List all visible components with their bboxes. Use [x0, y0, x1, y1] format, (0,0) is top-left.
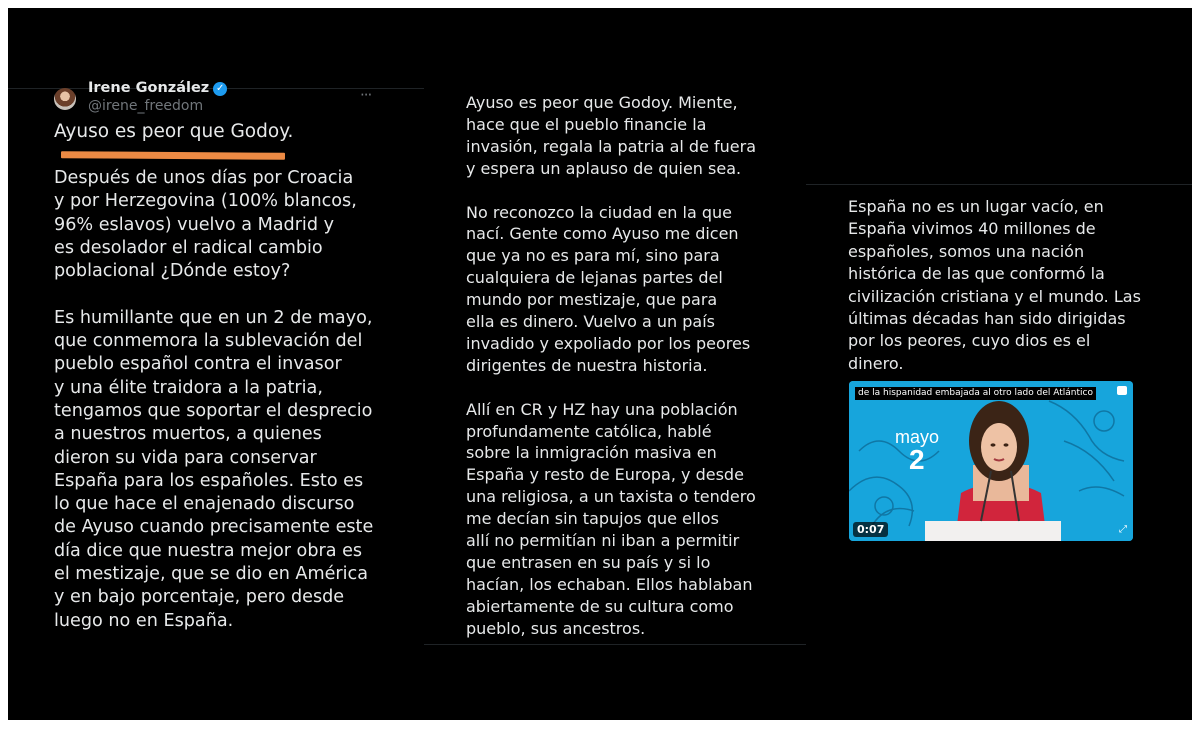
tweet-text-column-2 [466, 92, 786, 640]
divider [424, 644, 806, 645]
more-options-icon[interactable]: ··· [360, 86, 372, 104]
svg-text:2: 2 [909, 444, 925, 475]
paragraph: Después de unos días por Croacia y por Herzegovina (100% blancos, 96% eslavos) vuelvo a Madrid y es desolador el radical cambio poblacional ¿Dónde estoy? [54, 168, 357, 282]
captions-icon[interactable] [1117, 386, 1127, 395]
paragraph: Ayuso es peor que Godoy. Miente, hace que el pueblo financie la invasión, regala la patria al de fuera y espera un aplauso de quien sea. [466, 93, 757, 178]
video-player[interactable] [849, 381, 1133, 541]
author-name-row[interactable] [88, 80, 227, 96]
tweet-headline: Ayuso es peor que Godoy. [54, 121, 294, 142]
video-duration: 0:07 [853, 522, 888, 537]
event-logo: mayo [895, 427, 940, 447]
avatar[interactable] [54, 88, 76, 110]
author-name[interactable]: Irene González [88, 80, 210, 96]
paragraph: Allí en CR y HZ hay una población profundamente católica, hablé sobre la inmigración masiva en España y resto de Europa, y desde una religiosa, a un taxista o tendero me decían sin tapujos que ellos allí no permitían ni iban a permitir que entrasen en su país y si lo hacían, los echaban. Ellos hablaban abiertamente de su cultura como pueblo, sus ancestros. [466, 399, 756, 638]
tweet-text-column-3 [848, 196, 1148, 375]
video-caption: de la hispanidad embajada al otro lado del Atlántico [855, 387, 1096, 400]
author-handle[interactable]: @irene_freedom [88, 98, 204, 114]
paragraph: España no es un lugar vacío, en España vivimos 40 millones de españoles, somos una nación histórica de las que conformó la civilización cristiana y el mundo. Las últimas décadas han sido dirigidas por los peores, cuyo dios es el dinero. [848, 197, 1141, 373]
divider [806, 184, 1192, 185]
paragraph: Es humillante que en un 2 de mayo, que conmemora la sublevación del pueblo español contra el invasor y una élite traidora a la patria, tengamos que soportar el desprecio a nuestros muertos, a quienes dieron su vida para conservar España para los españoles. Esto es lo que hace el enajenado discurso de Ayuso cuando precisamente este día dice que nuestra mejor obra es el mestizaje, que se dio en América y en bajo porcentaje, pero desde luego no en España. [54, 307, 374, 631]
video-frame [849, 381, 1133, 541]
expand-icon[interactable]: ⤢ [1119, 524, 1127, 535]
paragraph: No reconozco la ciudad en la que nací. Gente como Ayuso me dicen que ya no es para mí, sino para cualquiera de lejanas partes del mundo por mestizaje, que para ella es dinero. Vuelvo a un país invadido y expoliado por los peores dirigentes de nuestra historia. [466, 202, 751, 375]
verified-badge-icon: ✓ [213, 82, 227, 96]
tweet-text-column-1 [54, 167, 384, 633]
